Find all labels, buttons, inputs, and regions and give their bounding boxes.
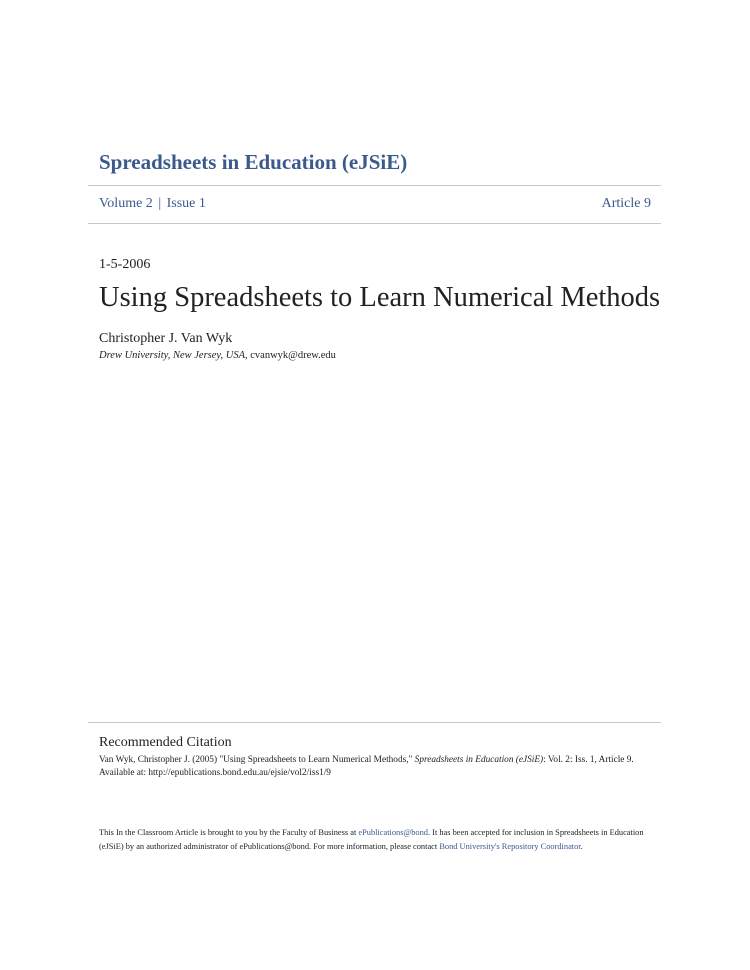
affiliation-institution: Drew University, New Jersey, USA [99,350,246,361]
article-number-link[interactable]: Article 9 [601,196,651,211]
citation-journal: Spreadsheets in Education (eJSiE) [414,755,544,765]
footer-note [99,826,655,853]
publication-date: 1-5-2006 [99,257,151,272]
journal-title[interactable]: Spreadsheets in Education (eJSiE) [99,150,408,174]
divider-citation [88,722,661,723]
footer-part2: . It has been accepted for inclusion in Spreadsheets in Education (eJSiE) by an authorized administrator of ePublications@bond. For more information, please contact [99,828,644,851]
volume-issue-group [99,196,206,212]
author-affiliation [99,350,336,361]
repository-coordinator-link[interactable]: Bond University's Repository Coordinator [439,841,581,851]
divider-bottom [88,223,661,224]
footer-part1: This In the Classroom Article is brought to you by the Faculty of Business at [99,828,359,837]
footer-part3: . [580,841,583,851]
volume-link[interactable]: Volume 2 [99,196,153,211]
issue-bar [99,196,651,212]
article-title: Using Spreadsheets to Learn Numerical Methods [99,282,661,313]
citation-available-at: Available at: http://epublications.bond.edu.au/ejsie/vol2/iss1/9 [99,767,331,778]
issue-link[interactable]: Issue 1 [166,196,206,211]
citation-part1: Van Wyk, Christopher J. (2005) "Using Spreadsheets to Learn Numerical Methods," [99,755,415,765]
author-email: , cvanwyk@drew.edu [245,350,336,361]
citation-text [99,754,654,779]
recommended-citation-heading: Recommended Citation [99,735,232,750]
volume-issue-separator: | [158,196,162,211]
author-name: Christopher J. Van Wyk [99,331,233,346]
epublications-link[interactable]: ePublications@bond [358,828,428,837]
citation-part2: : Vol. 2: Iss. 1, Article 9. [543,755,634,765]
divider-top [88,185,661,186]
